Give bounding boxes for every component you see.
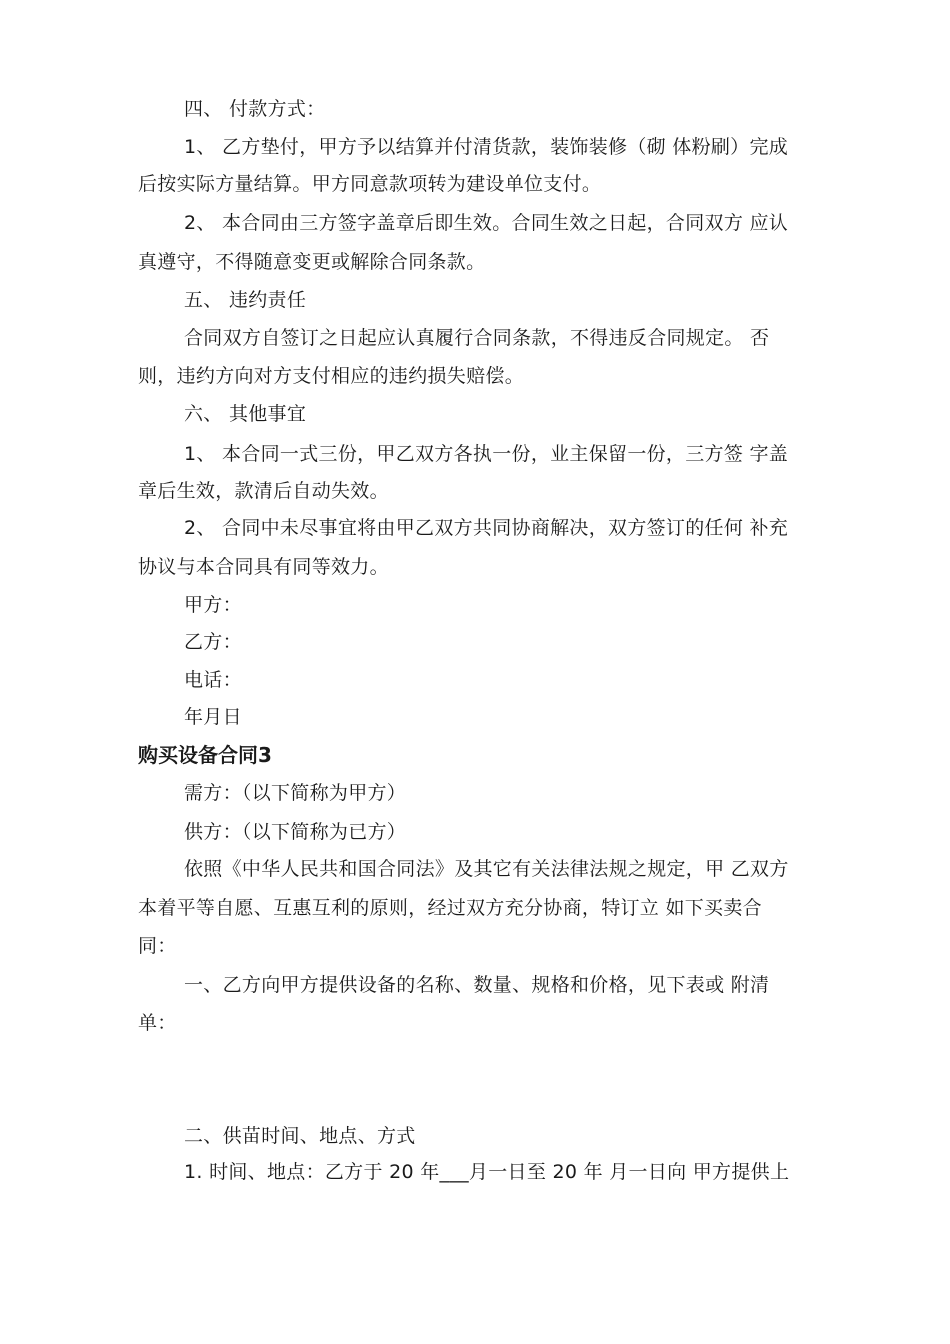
paragraph-line: 章后生效，款清后自动失效。 (138, 480, 389, 502)
paragraph-line: 同： (138, 935, 177, 957)
party-b-label: 乙方： (184, 631, 242, 653)
paragraph-line: 协议与本合同具有同等效力。 (138, 556, 389, 578)
buyer-label: 需方：（以下简称为甲方） (184, 782, 407, 804)
paragraph-line: 一、乙方向甲方提供设备的名称、数量、规格和价格，见下表或 附清 (184, 974, 770, 996)
section-title-payment: 四、 付款方式： (184, 98, 326, 120)
supplier-label: 供方：（以下简称为已方） (184, 821, 407, 843)
paragraph-line: 1. 时间、地点：乙方于 20 年___月一日至 20 年 月一日向 甲方提供上 (184, 1161, 790, 1183)
contract-heading: 购买设备合同3 (138, 743, 272, 767)
section-title-other: 六、 其他事宜 (184, 403, 307, 425)
section-title-supply: 二、供苗时间、地点、方式 (184, 1125, 416, 1147)
date-label: 年月日 (184, 706, 242, 728)
paragraph-line: 2、 合同中未尽事宜将由甲乙双方共同协商解决，双方签订的任何 补充 (184, 517, 789, 539)
paragraph-line: 后按实际方量结算。甲方同意款项转为建设单位支付。 (138, 173, 602, 195)
paragraph-line: 合同双方自签订之日起应认真履行合同条款，不得违反合同规定。 否 (184, 327, 770, 349)
paragraph-line: 真遵守，不得随意变更或解除合同条款。 (138, 251, 486, 273)
party-a-label: 甲方： (184, 594, 242, 616)
paragraph-line: 依照《中华人民共和国合同法》及其它有关法律法规之规定，甲 乙双方 (184, 858, 789, 880)
paragraph-line: 1、 本合同一式三份，甲乙双方各执一份，业主保留一份，三方签 字盖 (184, 443, 789, 465)
paragraph-line: 1、 乙方垫付，甲方予以结算并付清货款，装饰装修（砌 体粉刷）完成 (184, 136, 789, 158)
paragraph-line: 单： (138, 1012, 177, 1034)
paragraph-line: 本着平等自愿、互惠互利的原则，经过双方充分协商，特订立 如下买卖合 (138, 897, 762, 919)
section-title-liability: 五、 违约责任 (184, 289, 307, 311)
paragraph-line: 2、 本合同由三方签字盖章后即生效。合同生效之日起，合同双方 应认 (184, 212, 789, 234)
paragraph-line: 则，违约方向对方支付相应的违约损失赔偿。 (138, 365, 525, 387)
phone-label: 电话： (184, 669, 242, 691)
